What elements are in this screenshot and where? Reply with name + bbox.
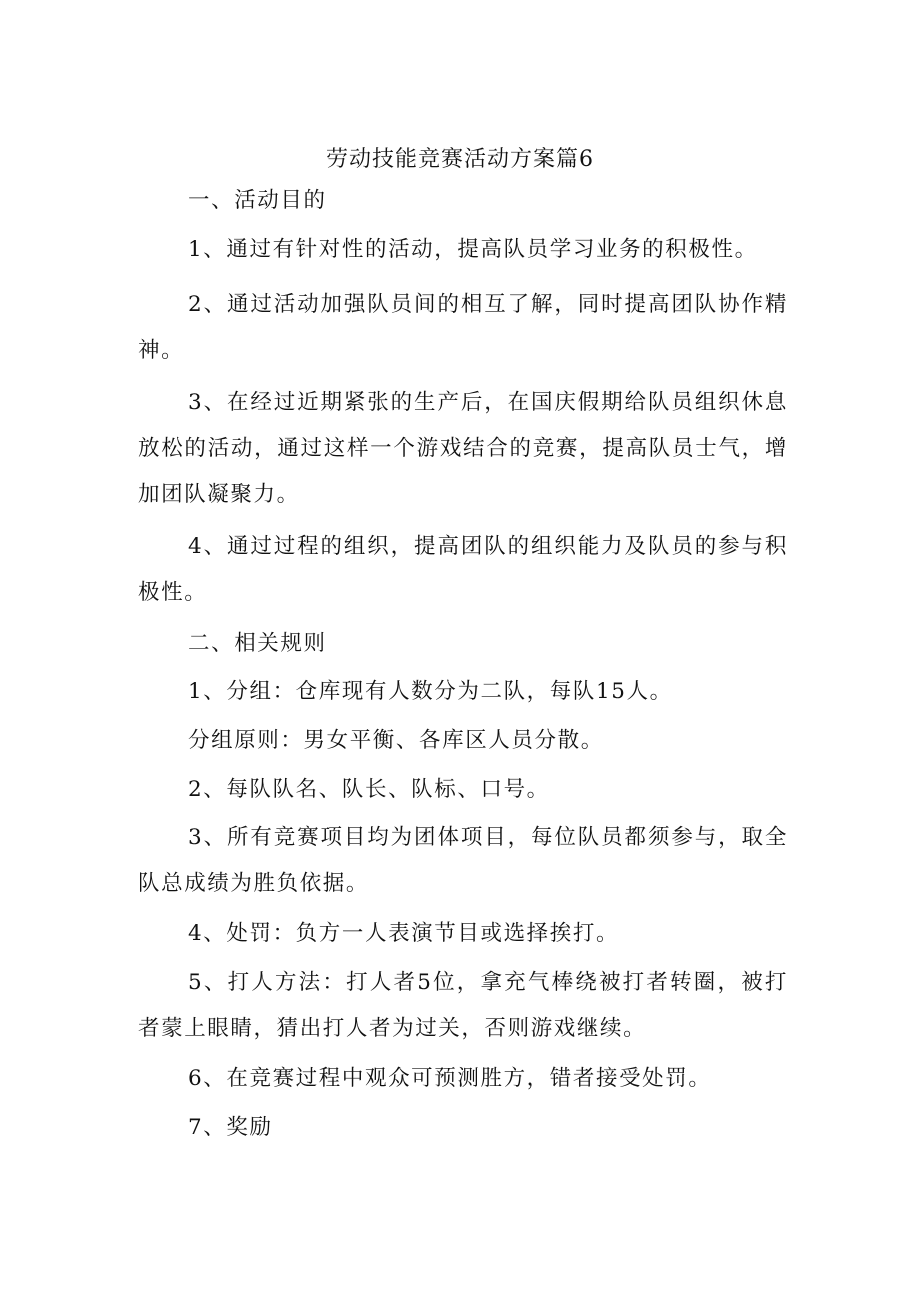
paragraph-rule-5: 5、打人方法：打人者5位，拿充气棒绕被打者转圈，被打者蒙上眼睛，猜出打人者为过关，否则游戏继续。 — [138, 970, 788, 1041]
paragraph-purpose-2: 2、通过活动加强队员间的相互了解，同时提高团队协作精神。 — [138, 292, 788, 363]
document-title: 劳动技能竞赛活动方案篇6 — [326, 147, 594, 172]
paragraph-rule-1-principle: 分组原则：男女平衡、各库区人员分散。 — [188, 728, 604, 753]
section-heading-purpose: 一、活动目的 — [188, 188, 327, 213]
paragraph-rule-7: 7、奖励 — [188, 1115, 273, 1140]
paragraph-purpose-3: 3、在经过近期紧张的生产后，在国庆假期给队员组织休息放松的活动，通过这样一个游戏结合的竞赛，提高队员士气，增加团队凝聚力。 — [138, 390, 788, 507]
paragraph-rule-2: 2、每队队名、队长、队标、口号。 — [188, 777, 550, 802]
paragraph-purpose-1: 1、通过有针对性的活动，提高队员学习业务的积极性。 — [188, 237, 758, 262]
section-heading-rules: 二、相关规则 — [188, 631, 327, 656]
paragraph-rule-1: 1、分组：仓库现有人数分为二队，每队15人。 — [188, 679, 673, 704]
paragraph-rule-6: 6、在竞赛过程中观众可预测胜方，错者接受处罚。 — [188, 1066, 712, 1091]
paragraph-rule-3: 3、所有竞赛项目均为团体项目，每位队员都须参与，取全队总成绩为胜负依据。 — [138, 825, 788, 896]
paragraph-purpose-4: 4、通过过程的组织，提高团队的组织能力及队员的参与积极性。 — [138, 534, 788, 605]
paragraph-rule-4: 4、处罚：负方一人表演节目或选择挨打。 — [188, 921, 620, 946]
